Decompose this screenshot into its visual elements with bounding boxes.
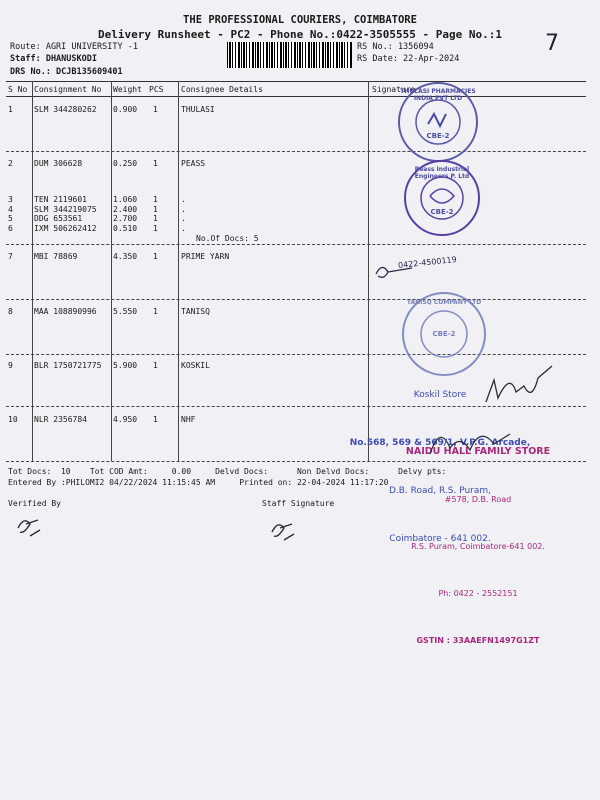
- row-weight: 5.550: [113, 307, 138, 316]
- entered-by-line: Entered By :PHILOMI2 04/22/2024 11:15:45 AM Printed on: 22-04-2024 11:17:20: [8, 478, 389, 487]
- row-pcs: 1: [153, 195, 158, 204]
- row-pcs: 1: [153, 307, 158, 316]
- row-consignee: .: [181, 224, 186, 233]
- row-consignment: SLM 344219075: [34, 205, 97, 214]
- row-sno: 1: [8, 105, 13, 114]
- staff-signature-icon: [268, 516, 298, 544]
- row-weight: 2.400: [113, 205, 138, 214]
- runsheet-subtitle: Delivery Runsheet - PC2 - Phone No.:0422-3505555 - Page No.:1: [98, 28, 502, 41]
- row-pcs: 1: [153, 214, 158, 223]
- row-sno: 2: [8, 159, 13, 168]
- rs-date-label: RS Date: 22-Apr-2024: [357, 54, 460, 64]
- row-weight: 0.900: [113, 105, 138, 114]
- row-sno: 4: [8, 205, 13, 214]
- row-consignment: DUM 306628: [34, 159, 83, 168]
- row-weight: 5.900: [113, 361, 138, 370]
- row-sno: 10: [8, 415, 18, 424]
- stamp-text: Peass Industrial Engineers P. Ltd: [414, 166, 470, 180]
- row-consignment: BLR 1750721775: [34, 361, 102, 370]
- row-consignee: .: [181, 205, 186, 214]
- no-of-docs: No.Of Docs: 5: [196, 234, 259, 243]
- stamp-text: TANISQ COMPANY LTD: [406, 299, 482, 306]
- row-consignee: .: [181, 195, 186, 204]
- drs-label: DRS No.: DCJB135609401: [10, 67, 123, 77]
- verified-signature-icon: [14, 514, 44, 540]
- store-address: Coimbatore - 641 002.: [389, 534, 491, 544]
- col-divider: [178, 81, 179, 461]
- row-pcs: 1: [153, 105, 158, 114]
- header-rule-top: [6, 81, 586, 82]
- store-name: NAIDU HALL FAMILY STORE: [405, 446, 551, 457]
- row-weight: 2.700: [113, 214, 138, 223]
- row-pcs: 1: [153, 224, 158, 233]
- row-consignment: MBI 78869: [34, 252, 78, 261]
- col-sno: S No: [8, 85, 28, 94]
- row-pcs: 1: [153, 415, 158, 424]
- stamp-inner: CBE-2: [426, 132, 450, 140]
- row-consignee: .: [181, 214, 186, 223]
- route-label: Route: AGRI UNIVERSITY -1: [10, 42, 138, 52]
- row-weight: 4.350: [113, 252, 138, 261]
- stamp-inner: CBE-2: [432, 330, 456, 338]
- col-consignment: Consignment No: [34, 85, 102, 94]
- handwritten-phone: 0422-4500119: [397, 254, 458, 271]
- signature-icon: [420, 414, 540, 464]
- company-title: THE PROFESSIONAL COURIERS, COIMBATORE: [183, 14, 417, 26]
- row-consignee: THULASI: [181, 105, 215, 114]
- company-stamp: [398, 82, 478, 162]
- row-weight: 0.510: [113, 224, 138, 233]
- row-sno: 3: [8, 195, 13, 204]
- signature-icon: [480, 362, 560, 412]
- row-weight: 0.250: [113, 159, 138, 168]
- col-consignee: Consignee Details: [181, 85, 263, 94]
- verified-by-label: Verified By: [8, 499, 61, 508]
- staff-signature-label: Staff Signature: [262, 499, 335, 508]
- signature-icon: [372, 248, 502, 288]
- row-consignment: SLM 344280262: [34, 105, 97, 114]
- row-sno: 5: [8, 214, 13, 223]
- row-consignment: NLR 2356784: [34, 415, 87, 424]
- row-consignment: TEN 2119601: [34, 195, 87, 204]
- col-weight: Weight: [113, 85, 142, 94]
- row-consignee: PRIME YARN: [181, 252, 230, 261]
- col-divider: [111, 81, 112, 461]
- row-sno: 6: [8, 224, 13, 233]
- stamp-text: THULASI PHARMACIES INDIA PVT LTD: [400, 88, 476, 102]
- row-separator: [6, 244, 586, 245]
- row-sno: 9: [8, 361, 13, 370]
- row-pcs: 1: [153, 205, 158, 214]
- row-consignment: IXM 506262412: [34, 224, 97, 233]
- store-gstin: GSTIN : 33AAEFN1497G1ZT: [416, 636, 540, 645]
- row-sno: 7: [8, 252, 13, 261]
- barcode: [227, 42, 352, 68]
- store-phone: Ph: 0422 - 2552151: [438, 589, 518, 598]
- page-mark: 7: [545, 31, 559, 56]
- row-consignment: MAA 108890996: [34, 307, 97, 316]
- col-divider: [32, 81, 33, 461]
- row-separator: [6, 299, 586, 300]
- row-pcs: 1: [153, 361, 158, 370]
- staff-label: Staff: DHANUSKODI: [10, 54, 97, 64]
- store-address: No.568, 569 & 569/1, V.P.G. Arcade,: [349, 438, 531, 448]
- row-consignee: KOSKIL: [181, 361, 210, 370]
- col-signature: Signature: [372, 85, 416, 94]
- company-stamp: [404, 160, 480, 236]
- row-consignee: NHF: [181, 415, 196, 424]
- col-pcs: PCS: [149, 85, 164, 94]
- row-consignee: PEASS: [181, 159, 206, 168]
- store-address: R.S. Puram, Coimbatore-641 002.: [411, 542, 545, 551]
- row-pcs: 1: [153, 159, 158, 168]
- totals-line: Tot Docs: 10 Tot COD Amt: 0.00 Delvd Docs: Non Delvd Docs: Delvy pts:: [8, 467, 447, 476]
- row-consignee: TANISQ: [181, 307, 210, 316]
- row-weight: 4.950: [113, 415, 138, 424]
- header-rule-bottom: [6, 96, 586, 97]
- store-address: #578, D.B. Road: [444, 495, 512, 504]
- rs-no-label: RS No.: 1356094: [357, 42, 434, 52]
- row-sno: 8: [8, 307, 13, 316]
- stamp-inner: CBE-2: [430, 208, 454, 216]
- row-pcs: 1: [153, 252, 158, 261]
- row-consignment: DDG 653561: [34, 214, 83, 223]
- store-name: Koskil Store: [413, 390, 467, 400]
- store-address: D.B. Road, R.S. Puram,: [388, 486, 492, 496]
- row-weight: 1.060: [113, 195, 138, 204]
- row-separator: [6, 151, 586, 152]
